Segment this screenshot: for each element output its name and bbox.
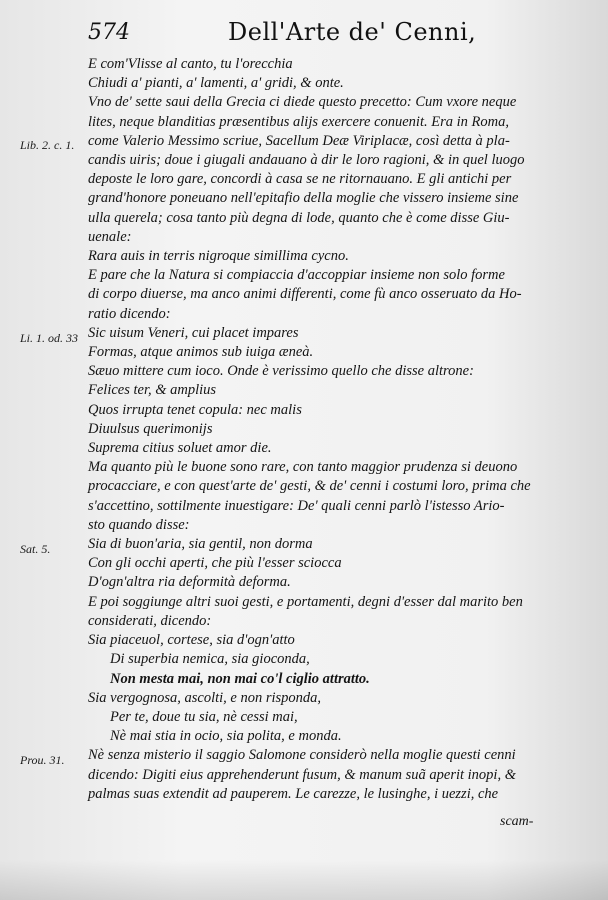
- text-line: Vno de' sette saui della Grecia ci diede questo precetto: Cum vxore neque: [88, 94, 517, 111]
- text-line: Sia di buon'aria, sia gentil, non dorma: [88, 536, 313, 553]
- text-line: E pare che la Natura si compiaccia d'accoppiar insieme non solo forme: [88, 267, 505, 284]
- text-line: Formas, atque animos sub iuiga æneà.: [88, 344, 314, 361]
- text-line: dicendo: Digiti eius apprehenderunt fusum, & manum suã aperit inopi, &: [88, 766, 516, 783]
- text-line: Sia piaceuol, cortese, sia d'ogn'atto: [88, 632, 295, 649]
- page-header: [88, 18, 578, 48]
- text-line: Diuulsus querimonijs: [88, 420, 213, 437]
- text-line: uenale:: [88, 228, 132, 245]
- text-line: Suprema citius soluet amor die.: [88, 440, 272, 457]
- marginal-note: Sat. 5.: [20, 542, 51, 556]
- text-line: palmas suas extendit ad pauperem. Le carezze, le lusinghe, i uezzi, che: [88, 785, 499, 802]
- text-line: Per te, doue tu sia, nè cessi mai,: [110, 708, 298, 725]
- text-line: Ma quanto più le buone sono rare, con tanto maggior prudenza si deuono: [88, 459, 518, 476]
- marginal-note: Li. 1. od. 33: [20, 331, 79, 345]
- page-number: 574: [88, 20, 130, 45]
- text-line: lites, neque blanditias præsentibus alijs exercere conuenit. Era in Roma,: [88, 113, 509, 130]
- text-line: Nè mai stia in ocio, sia polita, e monda.: [110, 728, 342, 745]
- text-line: procacciare, e con quest'arte de' gesti, & de' cenni i costumi loro, prima che: [88, 478, 531, 495]
- text-line: Felices ter, & amplius: [88, 382, 217, 399]
- text-line: Rara auis in terris nigroque simillima cycno.: [88, 248, 349, 265]
- text-line: ratio dicendo:: [88, 305, 171, 322]
- text-line: Di superbia nemica, sia gioconda,: [110, 651, 310, 668]
- text-line: Con gli occhi aperti, che più l'esser sciocca: [88, 555, 342, 572]
- body-text: [88, 55, 593, 804]
- text-line: considerati, dicendo:: [88, 612, 212, 629]
- text-line: Nè senza misterio il saggio Salomone considerò nella moglie questi cenni: [88, 747, 516, 764]
- text-line: ulla querela; cosa tanto più degna di lode, quanto che è come disse Giu-: [88, 209, 510, 226]
- text-line: sto quando disse:: [88, 516, 190, 533]
- running-title: Dell'Arte de' Cenni,: [228, 18, 477, 46]
- catchword: scam-: [500, 814, 534, 829]
- text-line: candis uiris; doue i giugali andauano à dir le loro ragioni, & in quel luogo: [88, 152, 525, 169]
- text-line: D'ogn'altra ria deformità deforma.: [88, 574, 291, 591]
- text-line: come Valerio Messimo scriue, Sacellum Deæ Viriplacæ, così detta à pla-: [88, 132, 510, 149]
- text-line: s'accettino, sottilmente inuestigare: De' quali cenni parlò l'istesso Ario-: [88, 497, 505, 514]
- text-line: Sia vergognosa, ascolti, e non risponda,: [88, 689, 322, 706]
- marginal-note: Prou. 31.: [20, 753, 65, 767]
- marginal-note: Lib. 2. c. 1.: [20, 138, 75, 152]
- text-line: grand'honore poneuano nell'epitafio della moglie che vissero insieme sine: [88, 190, 519, 207]
- text-line: Chiudi a' pianti, a' lamenti, a' gridi, & onte.: [88, 75, 344, 92]
- text-line: Sæuo mittere cum ioco. Onde è verissimo quello che disse altrone:: [88, 363, 474, 380]
- text-line: di corpo diuerse, ma anco animi differenti, come fù anco osseruato da Ho-: [88, 286, 522, 303]
- text-line: E com'Vlisse al canto, tu l'orecchia: [88, 56, 293, 72]
- text-line: Quos irrupta tenet copula: nec malis: [88, 401, 302, 418]
- page-shadow: [0, 860, 608, 900]
- text-line: Sic uisum Veneri, cui placet impares: [88, 324, 299, 341]
- text-line: Non mesta mai, non mai co'l ciglio attratto.: [110, 670, 370, 687]
- text-line: deposte le loro gare, concordi à casa se ne ritornauano. E gli antichi per: [88, 171, 512, 188]
- text-line: E poi soggiunge altri suoi gesti, e portamenti, degni d'esser dal marito ben: [88, 593, 523, 610]
